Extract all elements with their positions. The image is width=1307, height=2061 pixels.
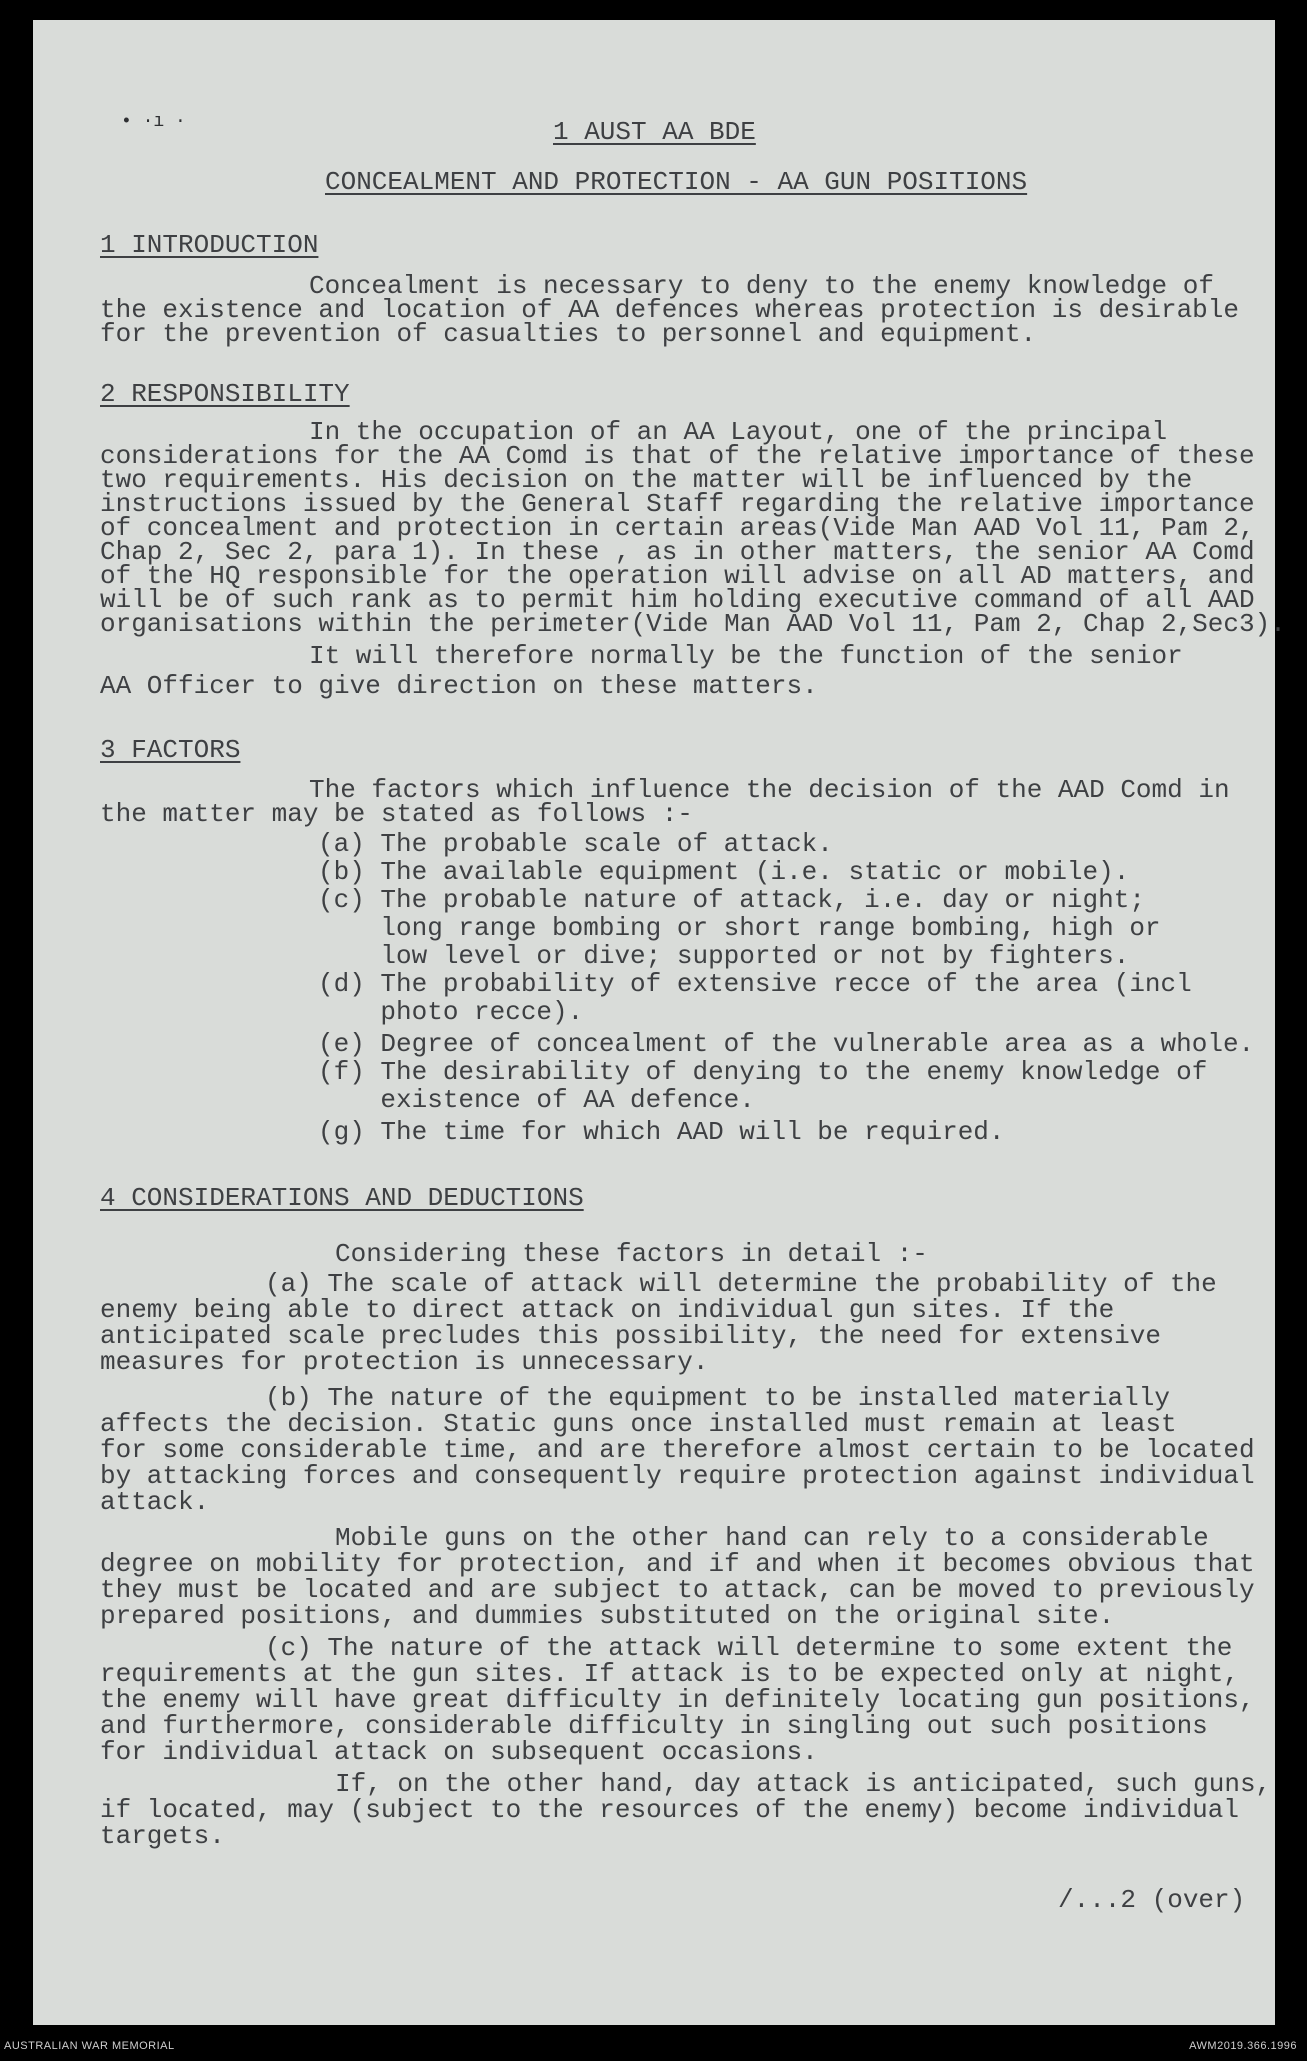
section-heading-responsibility: 2 RESPONSIBILITY xyxy=(100,379,350,409)
considerations-line: (a) The scale of attack will determine the probability of the xyxy=(265,1269,1217,1299)
considerations-line: the enemy will have great difficulty in definitely locating gun positions, xyxy=(100,1685,1255,1715)
considerations-line: prepared positions, and dummies substituted on the original site. xyxy=(100,1601,1115,1631)
considerations-line: measures for protection is unnecessary. xyxy=(100,1347,709,1377)
considerations-line: (c) The nature of the attack will determine to some extent the xyxy=(265,1633,1233,1663)
factor-item: (f) The desirability of denying to the enemy knowledge of xyxy=(318,1057,1208,1087)
considerations-line: for some considerable time, and are therefore almost certain to be located xyxy=(100,1435,1255,1465)
responsibility-line: two requirements. His decision on the matter will be influenced by the xyxy=(100,465,1193,495)
section-heading-factors: 3 FACTORS xyxy=(100,735,241,765)
considerations-line: targets. xyxy=(100,1821,225,1851)
considerations-line: if located, may (subject to the resources of the enemy) become individual xyxy=(100,1795,1239,1825)
responsibility-line: considerations for the AA Comd is that of the relative importance of these xyxy=(100,441,1255,471)
considerations-line: enemy being able to direct attack on individual gun sites. If the xyxy=(100,1295,1115,1325)
factor-item: (b) The available equipment (i.e. static or mobile). xyxy=(318,857,1130,887)
factor-item: (d) The probability of extensive recce of the area (incl xyxy=(318,969,1192,999)
responsibility-line: instructions issued by the General Staff regarding the relative importance xyxy=(100,489,1255,519)
factor-item: photo recce). xyxy=(318,997,584,1027)
considerations-line: for individual attack on subsequent occasions. xyxy=(100,1737,818,1767)
responsibility-line: organisations within the perimeter(Vide Man AAD Vol 11, Pam 2, Chap 2,Sec3). xyxy=(100,609,1286,639)
factors-intro-line: the matter may be stated as follows :- xyxy=(100,799,693,829)
hole-punch-marks: • ·ı · xyxy=(121,112,186,132)
unit-heading: 1 AUST AA BDE xyxy=(553,117,756,147)
considerations-line: degree on mobility for protection, and if and when it becomes obvious that xyxy=(100,1549,1255,1579)
document-page xyxy=(33,20,1286,2025)
archive-accession-number: AWM2019.366.1996 xyxy=(1189,2040,1297,2052)
responsibility-line: Chap 2, Sec 2, para 1). In these , as in other matters, the senior AA Comd xyxy=(100,537,1255,567)
considerations-line: If, on the other hand, day attack is anticipated, such guns, xyxy=(335,1769,1272,1799)
section-heading-introduction: 1 INTRODUCTION xyxy=(100,230,319,260)
considerations-line: they must be located and are subject to attack, can be moved to previously xyxy=(100,1575,1255,1605)
considerations-line: and furthermore, considerable difficulty in singling out such positions xyxy=(100,1711,1208,1741)
considerations-line: affects the decision. Static guns once installed must remain at least xyxy=(100,1409,1177,1439)
responsibility-line: of concealment and protection in certain areas(Vide Man AAD Vol 11, Pam 2, xyxy=(100,513,1255,543)
considerations-line: Mobile guns on the other hand can rely to a considerable xyxy=(335,1523,1209,1553)
responsibility-line: will be of such rank as to permit him holding executive command of all AAD xyxy=(100,585,1255,615)
considerations-line: (b) The nature of the equipment to be installed materially xyxy=(265,1383,1170,1413)
factor-item: low level or dive; supported or not by fighters. xyxy=(318,941,1130,971)
considerations-line: requirements at the gun sites. If attack is to be expected only at night, xyxy=(100,1659,1239,1689)
responsibility-line: AA Officer to give direction on these matters. xyxy=(100,671,818,701)
responsibility-line: In the occupation of an AA Layout, one of the principal xyxy=(309,417,1168,447)
factor-item: long range bombing or short range bombing, high or xyxy=(318,913,1161,943)
considerations-line: Considering these factors in detail :- xyxy=(335,1239,928,1269)
factor-item: existence of AA defence. xyxy=(318,1085,755,1115)
factor-item: (g) The time for which AAD will be required. xyxy=(318,1117,1005,1147)
factor-item: (a) The probable scale of attack. xyxy=(318,829,833,859)
section-heading-considerations: 4 CONSIDERATIONS AND DEDUCTIONS xyxy=(100,1183,584,1213)
responsibility-line: of the HQ responsible for the operation will advise on all AD matters, and xyxy=(100,561,1255,591)
considerations-line: anticipated scale precludes this possibility, the need for extensive xyxy=(100,1321,1161,1351)
intro-line: the existence and location of AA defences whereas protection is desirable xyxy=(100,295,1239,325)
factor-item: (c) The probable nature of attack, i.e. day or night; xyxy=(318,885,1145,915)
factor-item: (e) Degree of concealment of the vulnerable area as a whole. xyxy=(318,1029,1255,1059)
factors-intro-line: The factors which influence the decision of the AAD Comd in xyxy=(309,775,1230,805)
document-title: CONCEALMENT AND PROTECTION - AA GUN POSITIONS xyxy=(325,167,1028,197)
archive-credit: AUSTRALIAN WAR MEMORIAL xyxy=(4,2040,175,2052)
intro-line: for the prevention of casualties to personnel and equipment. xyxy=(100,319,1037,349)
considerations-line: by attacking forces and consequently require protection against individual xyxy=(100,1461,1255,1491)
responsibility-line: It will therefore normally be the function of the senior xyxy=(309,641,1183,671)
considerations-line: attack. xyxy=(100,1487,210,1517)
intro-line: Concealment is necessary to deny to the enemy knowledge of xyxy=(309,271,1214,301)
continuation-marker: /...2 (over) xyxy=(1058,1885,1246,1915)
